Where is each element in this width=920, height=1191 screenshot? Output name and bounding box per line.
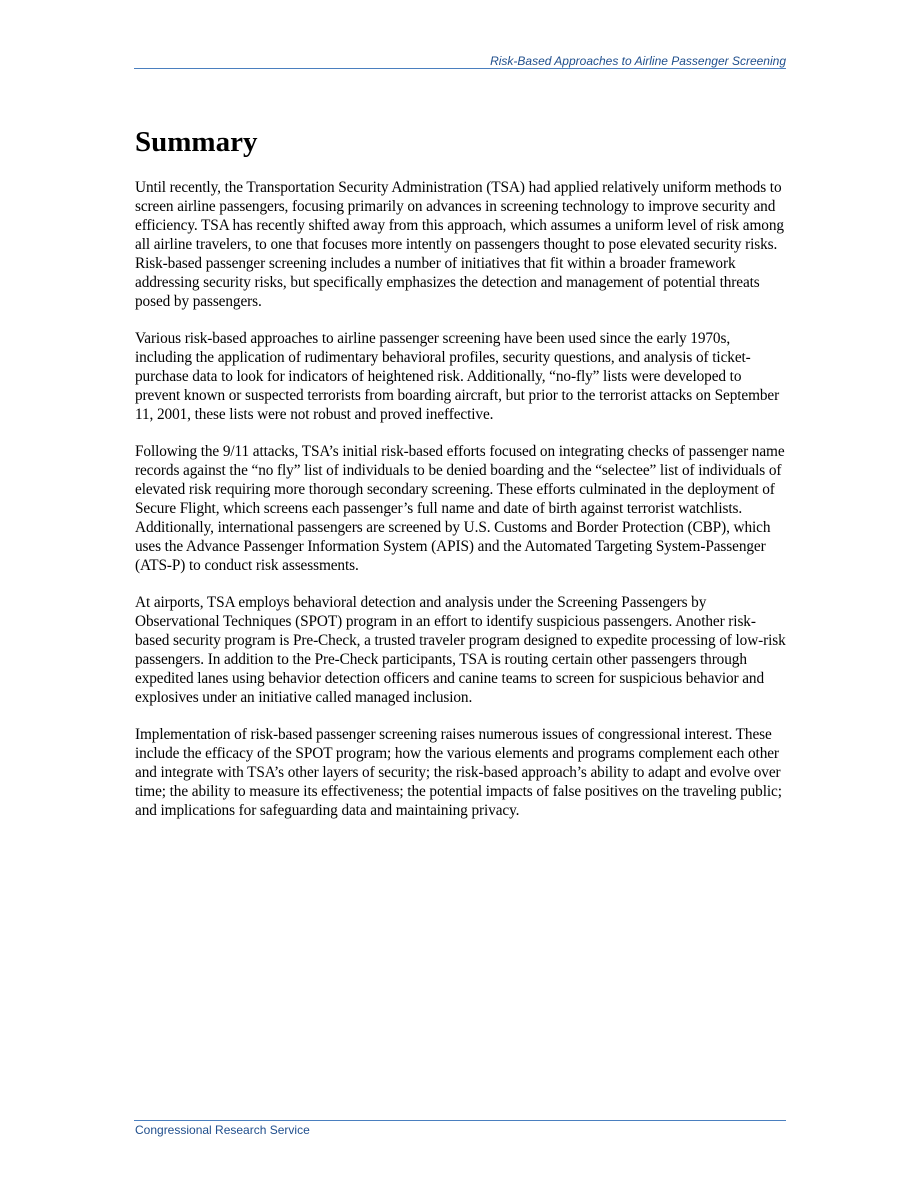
footer-organization: Congressional Research Service bbox=[135, 1123, 310, 1137]
paragraph-issues: Implementation of risk-based passenger screening raises numerous issues of congressional interest. These include the efficacy of the SPOT program; how the various elements and programs complement each other and integrate with TSA’s other layers of security; the risk-based approach’s ability to adapt and evolve over time; the ability to measure its effectiveness; the potential impacts of false positives on the traveling public; and implications for safeguarding data and maintaining privacy. bbox=[135, 726, 782, 819]
paragraph-uniform-screening: Until recently, the Transportation Security Administration (TSA) had applied relatively uniform methods to screen airline passengers, focusing primarily on advances in screening technology to improve security and efficiency. TSA has recently shifted away from this approach, which assumes a uniform level of risk among all airline travelers, to one that focuses more intently on passengers thought to pose elevated security risks. Risk-based passenger screening includes a number of initiatives that fit within a broader framework addressing security risks, but specifically emphasizes the detection and management of potential threats posed by passengers. bbox=[135, 179, 784, 310]
paragraph-history: Various risk-based approaches to airline passenger screening have been used since the early 1970s, including the application of rudimentary behavioral profiles, security questions, and analysis of ticket-purchase data to look for indicators of heightened risk. Additionally, “no-fly” lists were developed to prevent known or suspected terrorists from boarding aircraft, but prior to the terrorist attacks on September 11, 2001, these lists were not robust and proved ineffective. bbox=[135, 330, 780, 423]
page-title: Summary bbox=[135, 126, 258, 158]
running-header-title: Risk-Based Approaches to Airline Passenger Screening bbox=[490, 54, 786, 68]
paragraph-post-911: Following the 9/11 attacks, TSA’s initial risk-based efforts focused on integrating checks of passenger name records against the “no fly” list of individuals to be denied boarding and the “selectee” list of individuals of elevated risk requiring more thorough secondary screening. These efforts culminated in the deployment of Secure Flight, which screens each passenger’s full name and date of birth against terrorist watchlists. Additionally, international passengers are screened by U.S. Customs and Border Protection (CBP), which uses the Advance Passenger Information System (APIS) and the Automated Targeting System-Passenger (ATS-P) to conduct risk assessments. bbox=[135, 443, 785, 574]
footer-divider bbox=[134, 1120, 786, 1121]
header-divider bbox=[134, 68, 786, 69]
paragraph-airports: At airports, TSA employs behavioral detection and analysis under the Screening Passengers by Observational Techniques (SPOT) program in an effort to identify suspicious passengers. Another risk-based security program is Pre-Check, a trusted traveler program designed to expedite processing of low-risk passengers. In addition to the Pre-Check participants, TSA is routing certain other passengers through expedited lanes using behavior detection officers and canine teams to screen for suspicious behavior and explosives under an initiative called managed inclusion. bbox=[135, 594, 786, 706]
summary-body bbox=[135, 178, 787, 838]
